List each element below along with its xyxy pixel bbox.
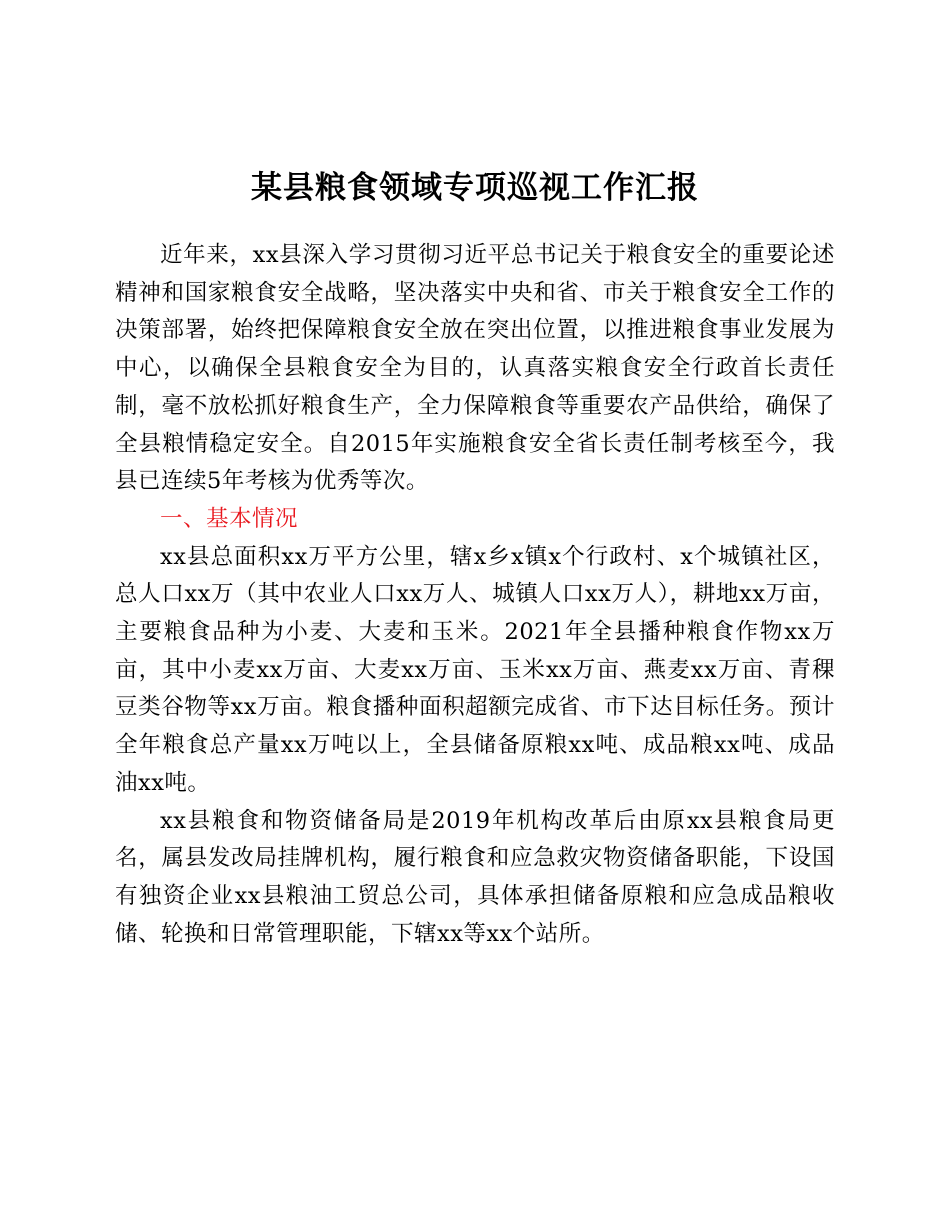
paragraph-county-overview: xx县总面积xx万平方公里，辖x乡x镇x个行政村、x个城镇社区，总人口xx万（其中农业人口xx万人、城镇人口xx万人），耕地xx万亩，主要粮食品种为小麦、大麦和玉米。2021年全县播种粮食作物xx万亩，其中小麦xx万亩、大麦xx万亩、玉米xx万亩、燕麦xx万亩、青稞豆类谷物等xx万亩。粮食播种面积超额完成省、市下达目标任务。预计全年粮食总产量xx万吨以上，全县储备原粮xx吨、成品粮xx吨、成品油xx吨。 <box>115 543 835 796</box>
document-title: 某县粮食领域专项巡视工作汇报 <box>251 170 699 206</box>
document-body <box>115 237 835 953</box>
paragraph-grain-bureau: xx县粮食和物资储备局是2019年机构改革后由原xx县粮食局更名，属县发改局挂牌机构，履行粮食和应急救灾物资储备职能，下设国有独资企业xx县粮油工贸总公司，具体承担储备原粮和应急成品粮收储、轮换和日常管理职能，下辖xx等xx个站所。 <box>115 807 835 947</box>
section-heading-basic-situation: 一、基本情况 <box>160 505 299 532</box>
paragraph-intro: 近年来，xx县深入学习贯彻习近平总书记关于粮食安全的重要论述精神和国家粮食安全战略，坚决落实中央和省、市关于粮食安全工作的决策部署，始终把保障粮食安全放在突出位置，以推进粮食事业发展为中心，以确保全县粮食安全为目的，认真落实粮食安全行政首长责任制，毫不放松抓好粮食生产，全力保障粮食等重要农产品供给，确保了全县粮情稳定安全。自2015年实施粮食安全省长责任制考核至今，我县已连续5年考核为优秀等次。 <box>115 242 835 495</box>
